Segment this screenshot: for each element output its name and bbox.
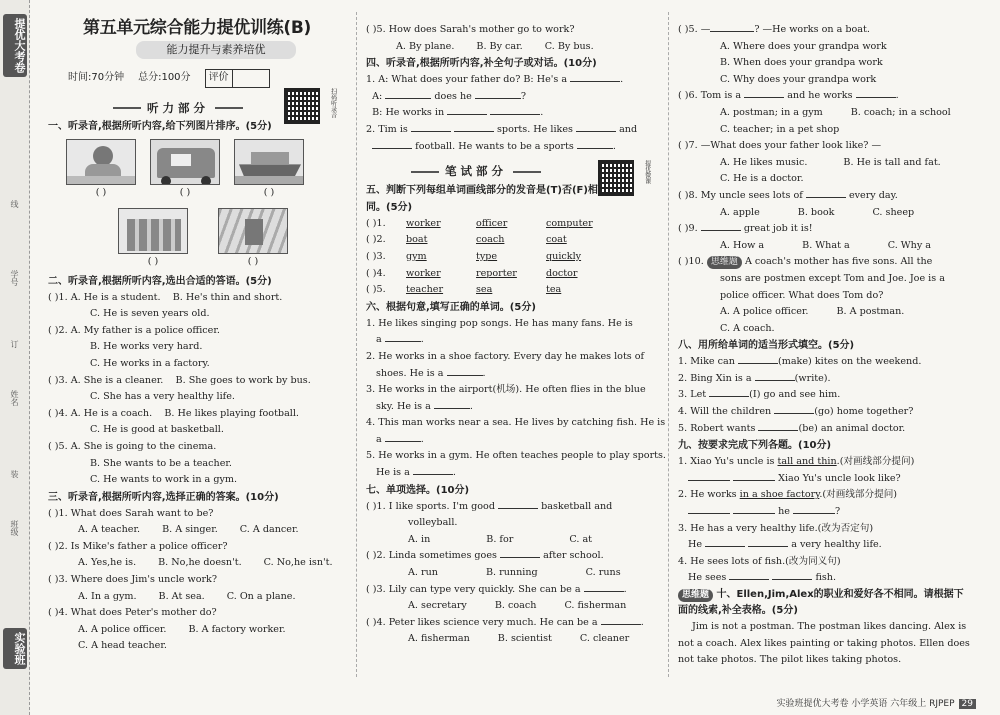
- factory-building-image: [118, 208, 188, 254]
- taxi-driver-image: [150, 139, 220, 185]
- s5-table: [366, 216, 658, 299]
- list-item: ( )1. A. He is a student. B. He's thin and short.: [48, 291, 283, 303]
- s1-pictures: [48, 139, 346, 202]
- option-c: C. He wants to work in a gym.: [90, 474, 238, 486]
- spine-badge-top: 提优大考卷: [3, 14, 27, 77]
- s4-line: A: does he ?: [372, 90, 527, 102]
- s2-title: 二、听录音,根据所听内容,选出合适的答语。(5分): [48, 275, 272, 287]
- page-subtitle: 能力提升与素养培优: [136, 41, 296, 60]
- options: A. run B. running C. runs: [408, 567, 621, 579]
- question: ( )2. Linda sometimes goes after school.: [366, 550, 604, 562]
- qr-code-icon[interactable]: [598, 160, 634, 196]
- option-c: C. He is seven years old.: [90, 308, 210, 320]
- spine-field-class: 班级: [10, 520, 19, 536]
- question: ( )3. Where does Jim's uncle work?: [48, 574, 218, 586]
- list-item: 1. He likes singing pop songs. He has many fans. He is: [366, 317, 633, 329]
- spine-field-name: 姓名: [10, 390, 19, 406]
- s6-list: 1. He likes singing pop songs. He has many fans. He is a . 2. He works in a shoe factory. Every day he makes lots of shoes. He is a . 3. He works in the airport(机场). He often flies in the blue sky. He is a . 4. This man works near a sea. He lives by catching fish. He is a . 5. He works in a gym. He often teaches people to play sports. He is a .: [366, 317, 666, 479]
- options: A. Yes,he is. B. No,he doesn't. C. No,he isn't.: [78, 557, 333, 569]
- list-item: ( )3. A. She is a cleaner. B. She goes to work by bus.: [48, 374, 311, 386]
- page-footer: 实验班提优大考卷 小学英语 六年级上 RJPEP 29: [777, 696, 977, 709]
- list-item: 1. Mike can (make) kites on the weekend.: [678, 356, 922, 368]
- column-divider: [668, 12, 669, 677]
- question: ( )10. 思维题 A coach's mother has five sons. All the: [678, 256, 933, 268]
- question: ( )6. Tom is a and he works .: [678, 90, 899, 102]
- question: ( )9. great job it is!: [678, 223, 813, 235]
- question: ( )4. Peter likes science very much. He can be a .: [366, 616, 644, 628]
- list-item: ( )4. A. He is a coach. B. He likes playing football.: [48, 407, 299, 419]
- list-item: 3. He works in the airport(机场). He often flies in the blue: [366, 384, 646, 396]
- s8-title: 八、用所给单词的适当形式填空。(5分): [678, 340, 855, 352]
- spine-field-id: 学号: [10, 270, 19, 286]
- s4-title: 四、听录音,根据所听内容,补全句子或对话。(10分): [366, 58, 597, 70]
- question: ( )5. How does Sarah's mother go to work?: [366, 24, 575, 35]
- option-c: C. She has a very healthy life.: [90, 391, 235, 403]
- s9-list: 1. Xiao Yu's uncle is tall and thin.(对画线部分提问) Xiao Yu's uncle look like? 2. He works in a shoe factory.(对画线部分提问) he ? 3. He has a very healthy life.(改为否定句) He a very healthy life. 4. He sees lots of fish.(改为同义句) He sees fish.: [678, 456, 915, 584]
- options: A. fisherman B. scientist C. cleaner: [408, 633, 630, 645]
- s8-list: [678, 354, 968, 437]
- list-item: ( )2. A. My father is a police officer.: [48, 324, 220, 336]
- options: A. secretary B. coach C. fisherman: [408, 600, 627, 612]
- table-row: ( )2. boat coach coat: [366, 234, 567, 246]
- option-b: B. She wants to be a teacher.: [90, 457, 232, 469]
- column-2: [366, 0, 666, 690]
- s5-title: 五、判断下列每组单词画线部分的发音是(T)否(F)相同。(5分): [366, 184, 598, 213]
- list-item: 2. Bing Xin is a (write).: [678, 372, 831, 384]
- list-item: 5. Robert wants (be) an animal doctor.: [678, 422, 906, 434]
- s1-title: 一、听录音,根据所听内容,给下列图片排序。(5分): [48, 121, 272, 133]
- writing-section-title: 笔试部分: [366, 163, 586, 180]
- table-row: ( )5. teacher sea tea: [366, 284, 562, 296]
- thinking-tag: 思维题: [678, 589, 713, 602]
- s9-title: 九、按要求完成下列各题。(10分): [678, 440, 832, 452]
- column-3: ( )5. — ? —He works on a boat. A. Where does your grandpa work B. When does your grandpa work C. Why does your grandpa work ( )6. Tom is a and he works . A. postman; in a gym B. coach; in a school C. teacher; in a pet shop ( )7. —What does your father look like? — A. He likes music. B. He is tall and fat. C. He is a doctor. ( )8. My uncle sees lots of every day. A. apple B. book C. sheep ( )9. great job it is! A. How a B. What a C. Why a ( )10. 思维题 A coach's mother has five sons. All the sons are postmen except Tom and Joe. Joe is a police officer. What does Tom do? A. A police officer. B. A postman. C. A coach. 八、用所给单词的适当形式填空。(5分) 1. Mike can (make) kites on the weekend. 2. Bing Xin is a (write). 3. Let (I) go and see him. 4. Will the children (go) home together? 5. Robert wants (be) an animal doctor. 九、按要求完成下列各题。(10分) 1. Xiao Yu's uncle is tall and thin.(对画线部分提问) Xiao Yu's uncle look like? 2. He works in a shoe factory.(对画线部分提问) he ? 3. He has a very healthy life.(改为否定句) He a very healthy life. 4. He sees lots of fish.(改为同义句) He sees fish. 思维题 十、Ellen,Jim,Alex的职业和爱好各不相同。请根据下面的线索,补全表格。(5分) Jim is not a postman. The postman likes dancing. Alex is not a coach. Alex likes painting or taking photos. Ellen does not take photos. The pilot likes taking photos.: [678, 24, 970, 666]
- question: ( )5. — ? —He works on a boat.: [678, 24, 870, 35]
- column-divider: [356, 12, 357, 677]
- spine-field-cut3: 装: [10, 470, 19, 478]
- answer-paren[interactable]: ( ): [95, 187, 107, 199]
- table-row: ( )1. worker officer computer: [366, 217, 593, 229]
- question: ( )2. Is Mike's father a police officer?: [48, 540, 228, 552]
- thinking-tag: 思维题: [707, 256, 742, 269]
- office-worker-image: [66, 139, 136, 185]
- s4-line: B: He works in .: [372, 107, 544, 119]
- question: ( )7. —What does your father look like? —: [678, 140, 882, 152]
- s6-title: 六、根据句意,填写正确的单词。(5分): [366, 301, 536, 313]
- s10-paragraph: Jim is not a postman. The postman likes dancing. Alex is: [692, 621, 967, 632]
- s4-line: 2. Tim is sports. He likes and: [366, 123, 638, 135]
- s2-list: [48, 290, 346, 489]
- question: ( )4. What does Peter's mother do?: [48, 607, 217, 619]
- options: A. A teacher. B. A singer. C. A dancer.: [78, 524, 299, 536]
- list-item: 4. This man works near a sea. He lives by catching fish. He is: [366, 417, 666, 429]
- options: A. postman; in a gym B. coach; in a school: [720, 106, 951, 118]
- option-b: B. He works very hard.: [90, 341, 203, 353]
- s10-title: 思维题 十、Ellen,Jim,Alex的职业和爱好各不相同。请根据下面的线索,补全表格。(5分): [678, 589, 964, 616]
- options: A. How a B. What a C. Why a: [720, 239, 932, 251]
- question: ( )1. What does Sarah want to be?: [48, 507, 214, 519]
- spine-badge-bottom: 实验班: [3, 628, 27, 669]
- list-item: 4. Will the children (go) home together?: [678, 406, 914, 418]
- question: ( )8. My uncle sees lots of every day.: [678, 189, 898, 201]
- question: ( )1. I like sports. I'm good basketball and: [366, 500, 613, 512]
- answer-paren[interactable]: ( ): [247, 255, 259, 267]
- listening-section-title: 听力部分: [68, 100, 288, 117]
- column-1: [48, 0, 346, 690]
- options: A. in B. for C. at: [408, 533, 593, 545]
- question: ( )3. Lily can type very quickly. She can be a .: [366, 583, 627, 595]
- time-limit: 时间:70分钟: [68, 72, 125, 84]
- answer-paren[interactable]: ( ): [263, 187, 275, 199]
- qr-label: 扫码听录音: [329, 88, 337, 118]
- option-c: C. He works in a factory.: [90, 357, 210, 369]
- answer-paren[interactable]: ( ): [147, 255, 159, 267]
- qr-code-icon[interactable]: [284, 88, 320, 124]
- s3-list: [48, 506, 346, 655]
- options: A. By plane. B. By car. C. By bus.: [396, 40, 594, 52]
- s4-line: football. He wants to be a sports .: [366, 139, 658, 156]
- list-item: 5. He works in a gym. He often teaches people to play sports.: [366, 450, 666, 462]
- options: A. He likes music. B. He is tall and fat.: [720, 156, 941, 168]
- page-title: 第五单元综合能力提优训练(B): [83, 18, 311, 38]
- gym-image: [218, 208, 288, 254]
- s7-title: 七、单项选择。(10分): [366, 484, 470, 496]
- list-item: ( )5. A. She is going to the cinema.: [48, 440, 217, 452]
- s1-pictures-row2: [48, 208, 346, 271]
- exam-meta: [48, 69, 346, 88]
- s7-list: ( )1. I like sports. I'm good basketball and volleyball. A. in B. for C. at ( )2. Linda sometimes goes after school. A. run B. running C. runs ( )3. Lily can type very quickly. She can be a . A. secretary B. coach C. fisherman ( )4. Peter likes science very much. He can be a . A. fisherman B. scientist C. cleaner: [366, 499, 658, 648]
- evaluation-label: 评价: [208, 72, 229, 84]
- ship-image: [234, 139, 304, 185]
- option-c: C. He is good at basketball.: [90, 424, 224, 436]
- s3-title: 三、听录音,根据所听内容,选择正确的答案。(10分): [48, 491, 279, 503]
- spine-field-cut1: 线: [10, 200, 19, 208]
- binding-spine: [0, 0, 30, 715]
- table-row: ( )4. worker reporter doctor: [366, 267, 578, 279]
- option-c: C. A head teacher.: [78, 640, 167, 652]
- evaluation-box[interactable]: [205, 69, 270, 88]
- options: A. A police officer. B. A factory worker.: [78, 623, 286, 635]
- answer-paren[interactable]: ( ): [179, 187, 191, 199]
- page-number: 29: [959, 699, 976, 709]
- options: A. A police officer. B. A postman.: [720, 306, 905, 318]
- qr-label: 提优微课: [643, 160, 651, 184]
- table-row: ( )3. gym type quickly: [366, 250, 582, 262]
- spine-field-cut2: 订: [10, 340, 19, 348]
- list-item: 3. Let (I) go and see him.: [678, 389, 841, 401]
- options: A. In a gym. B. At sea. C. On a plane.: [78, 590, 296, 602]
- list-item: 2. He works in a shoe factory. Every day he makes lots of: [366, 350, 645, 362]
- s4-line: 1. A: What does your father do? B: He's a .: [366, 74, 624, 86]
- total-score: 总分:100分: [138, 72, 191, 84]
- options: A. apple B. book C. sheep: [720, 206, 915, 218]
